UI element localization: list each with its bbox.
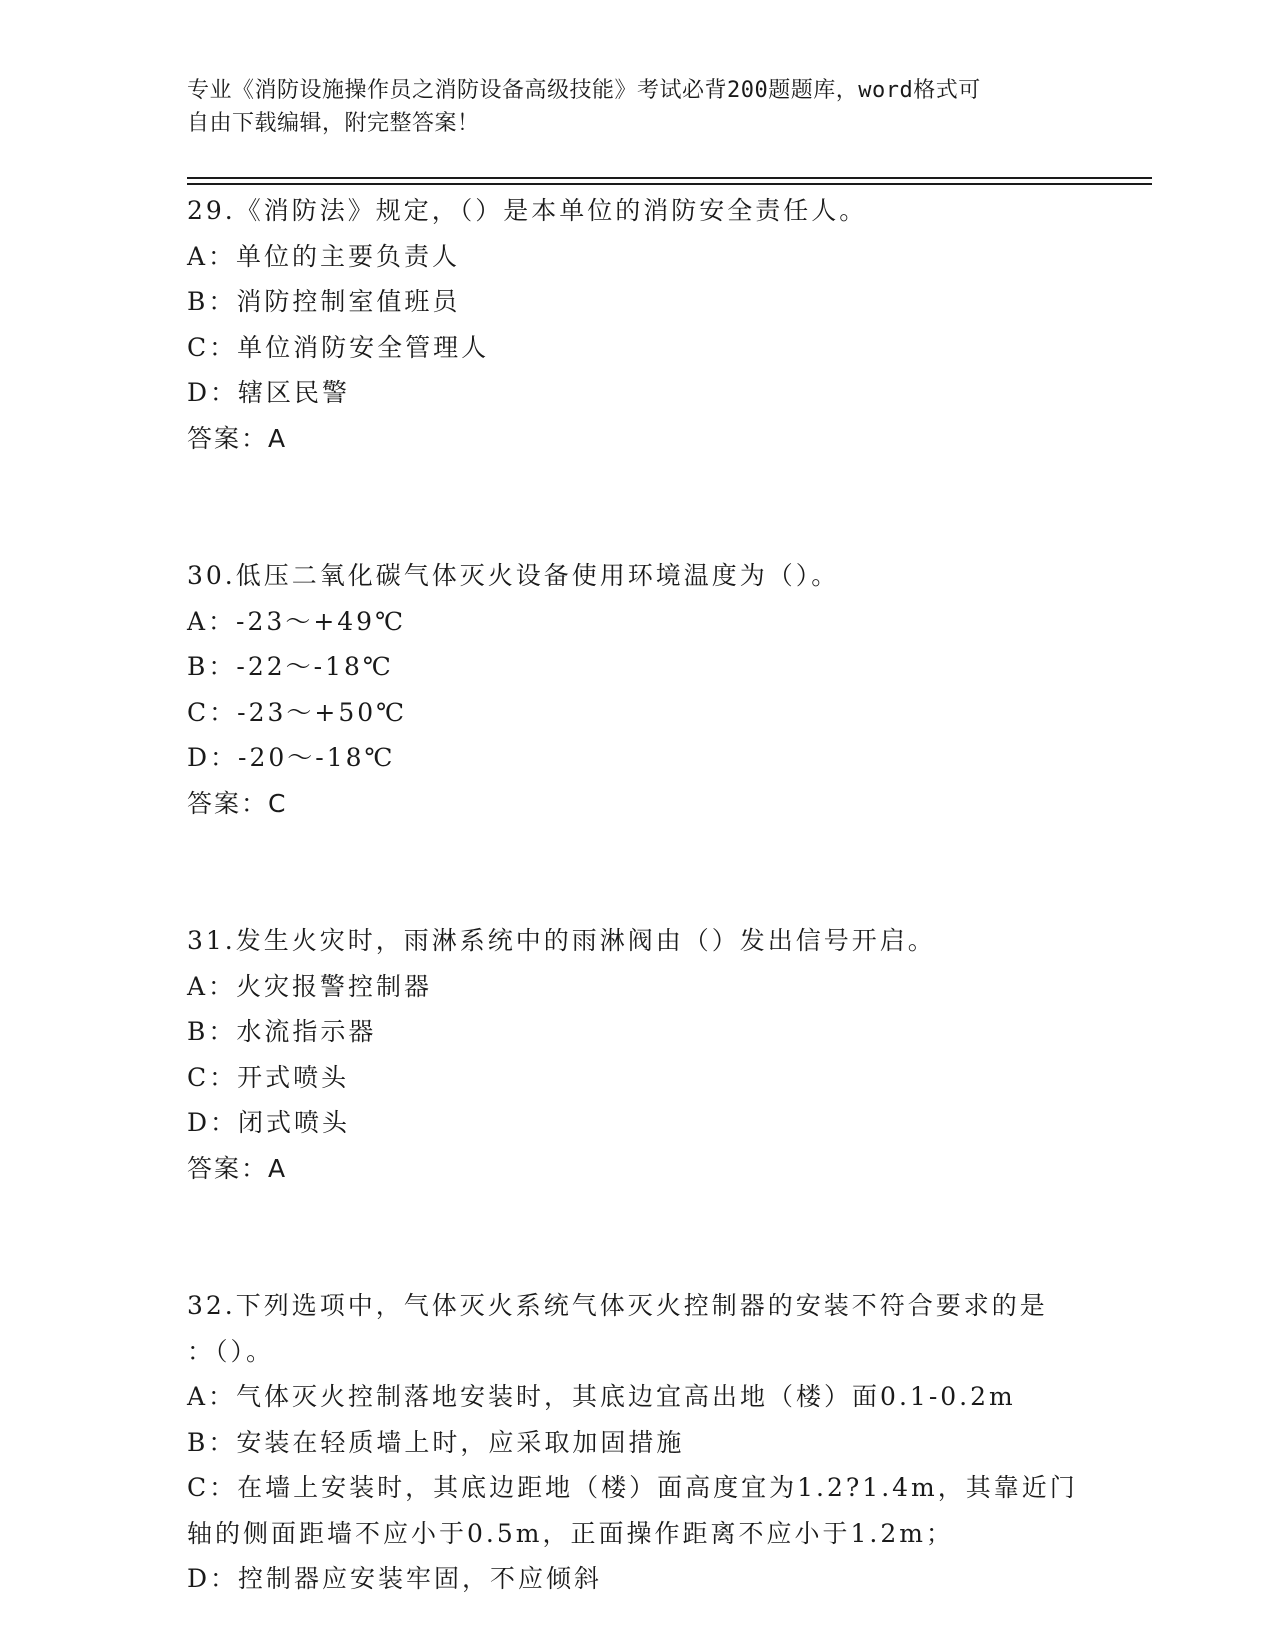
question-31 (187, 918, 1087, 1191)
option-a: A：-23～+49℃ (187, 606, 407, 636)
option-c-line-1: C：在墙上安装时，其底边距地（楼）面高度宜为1.2?1.4m，其靠近门 (187, 1473, 1078, 1502)
option-d: D：-20～-18℃ (187, 743, 396, 772)
page-header (187, 74, 1067, 140)
answer-line: 答案：C (187, 788, 288, 818)
question-stem-line-2: ：（）。 (187, 1336, 275, 1366)
option-c: C：开式喷头 (187, 1062, 350, 1092)
question-spacer (187, 1191, 1087, 1283)
question-29 (187, 188, 1087, 461)
option-c-line-2: 轴的侧面距墙不应小于0.5m，正面操作距离不应小于1.2m； (187, 1518, 954, 1548)
question-stem: 30.低压二氧化碳气体灭火设备使用环境温度为（）。 (187, 561, 840, 590)
option-c: C：单位消防安全管理人 (187, 332, 490, 362)
question-stem: 31.发生火灾时，雨淋系统中的雨淋阀由（）发出信号开启。 (187, 926, 936, 955)
question-stem: 29.《消防法》规定，（）是本单位的消防安全责任人。 (187, 196, 868, 225)
question-spacer (187, 826, 1087, 918)
header-line-2: 自由下载编辑，附完整答案！ (187, 111, 480, 136)
question-32 (187, 1283, 1087, 1602)
option-a: A：火灾报警控制器 (187, 971, 433, 1001)
option-b: B：消防控制室值班员 (187, 287, 461, 316)
question-list (187, 188, 1087, 1602)
option-d: D：控制器应安装牢固，不应倾斜 (187, 1564, 603, 1593)
option-d: D：辖区民警 (187, 378, 351, 407)
option-c: C：-23～+50℃ (187, 697, 408, 727)
question-stem-line-1: 32.下列选项中，气体灭火系统气体灭火控制器的安装不符合要求的是 (187, 1291, 1048, 1320)
option-b: B：安装在轻质墙上时，应采取加固措施 (187, 1427, 685, 1457)
answer-line: 答案：A (187, 423, 288, 453)
option-a: A：气体灭火控制落地安装时，其底边宜高出地（楼）面0.1-0.2m (187, 1382, 1016, 1411)
option-a: A：单位的主要负责人 (187, 241, 461, 271)
option-b: B：-22～-18℃ (187, 652, 394, 681)
answer-line: 答案：A (187, 1153, 288, 1183)
option-b: B：水流指示器 (187, 1017, 377, 1046)
header-divider-top (187, 177, 1152, 179)
question-30 (187, 553, 1087, 826)
header-divider-bottom (187, 183, 1152, 185)
option-d: D：闭式喷头 (187, 1108, 351, 1137)
header-line-1: 专业《消防设施操作员之消防设备高级技能》考试必背200题题库，word格式可 (187, 78, 981, 103)
question-spacer (187, 461, 1087, 553)
